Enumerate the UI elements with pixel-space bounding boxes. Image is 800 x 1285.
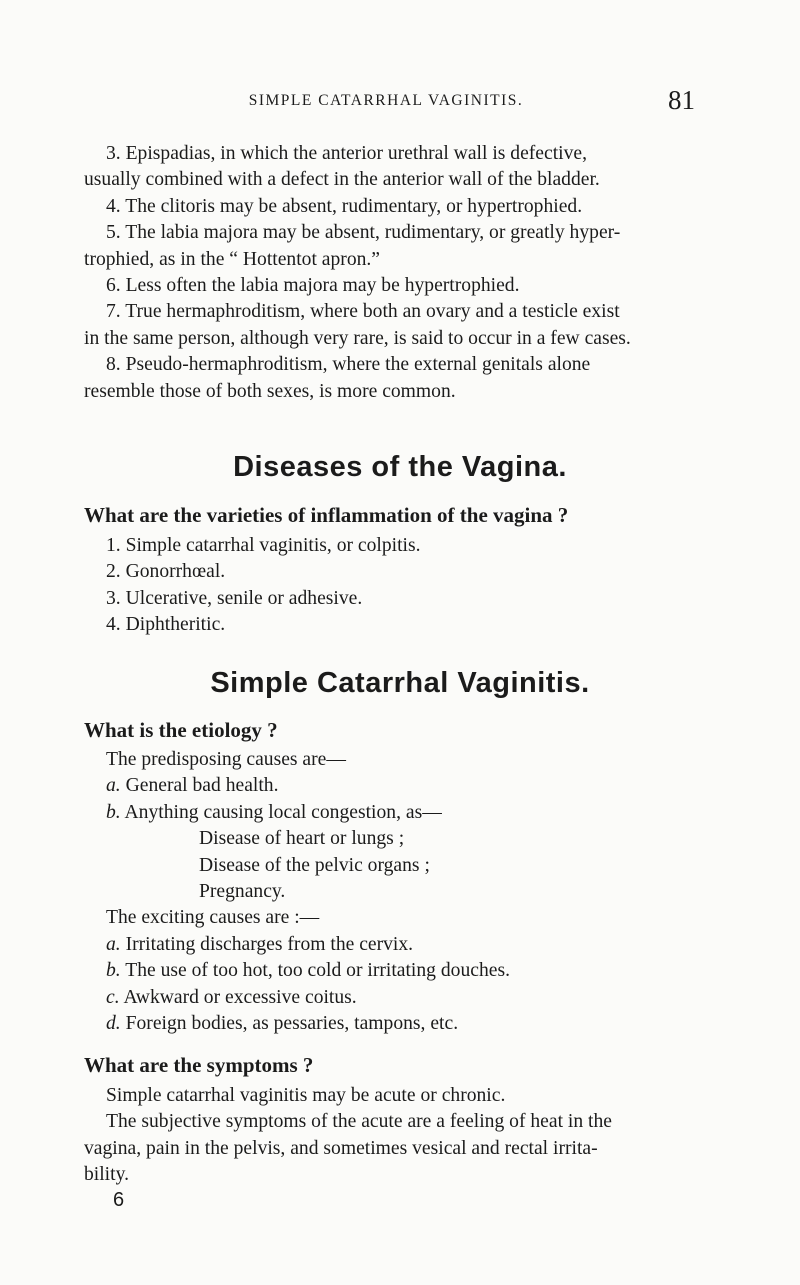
- list-item: 3. Epispadias, in which the anterior urethral wall is defective,: [106, 143, 587, 164]
- signature-mark: 6: [113, 1189, 125, 1211]
- item-letter: a.: [106, 933, 121, 955]
- list-item: 5. The labia majora may be absent, rudimentary, or greatly hyper-: [106, 222, 621, 244]
- paragraph-line: vagina, pain in the pelvis, and sometimes vesical and rectal irrita-: [84, 1137, 598, 1159]
- item-text: The use of too hot, too cold or irritating douches.: [125, 960, 510, 982]
- list-item: 3. Ulcerative, senile or adhesive.: [106, 587, 363, 609]
- item-letter: b.: [106, 801, 121, 823]
- list-item: 2. Gonorrhœal.: [106, 561, 226, 583]
- list-item: 1. Simple catarrhal vaginitis, or colpitis.: [106, 535, 421, 556]
- symptoms-text: [84, 1083, 716, 1189]
- etiology-text: [84, 747, 716, 1037]
- paragraph-line: bility.: [84, 1164, 129, 1186]
- item-letter: c.: [106, 986, 120, 1008]
- predisposing-intro: The predisposing causes are—: [106, 749, 346, 770]
- sub-item: Disease of the pelvic organs ;: [199, 854, 430, 876]
- item-text: Awkward or excessive coitus.: [123, 986, 357, 1008]
- item-text: Anything causing local congestion, as—: [124, 801, 442, 823]
- list-item: 6. Less often the labia majora may be hypertrophied.: [106, 274, 520, 296]
- list-item: [84, 958, 716, 984]
- page-number: 81: [668, 85, 695, 115]
- question-varieties: What are the varieties of inflammation of the vagina ?: [84, 503, 569, 527]
- question-etiology: What is the etiology ?: [84, 718, 278, 742]
- paragraph-line: The subjective symptoms of the acute are a feeling of heat in the: [106, 1111, 612, 1133]
- item-letter: b.: [106, 960, 121, 982]
- list-item: 8. Pseudo-hermaphroditism, where the external genitals alone: [106, 354, 591, 376]
- list-item: [84, 800, 716, 826]
- question-symptoms: What are the symptoms ?: [84, 1053, 314, 1077]
- varieties-list: [84, 533, 716, 639]
- item-letter: a.: [106, 775, 121, 797]
- list-item: 4. The clitoris may be absent, rudimentary, or hypertrophied.: [106, 195, 583, 217]
- list-item: [84, 932, 716, 958]
- list-item-continuation: usually combined with a defect in the anterior wall of the bladder.: [84, 169, 600, 191]
- list-item: 4. Diphtheritic.: [106, 614, 226, 636]
- list-item: 7. True hermaphroditism, where both an ovary and a testicle exist: [106, 301, 620, 323]
- list-item-continuation: trophied, as in the “ Hottentot apron.”: [84, 248, 381, 270]
- running-head: SIMPLE CATARRHAL VAGINITIS.: [248, 92, 524, 109]
- section-heading-simple-catarrhal-vaginitis: Simple Catarrhal Vaginitis.: [210, 667, 590, 699]
- section-heading-diseases-of-vagina: Diseases of the Vagina.: [233, 451, 567, 483]
- exciting-intro: The exciting causes are :—: [106, 907, 320, 929]
- anomalies-list: [84, 141, 716, 405]
- paragraph-line: Simple catarrhal vaginitis may be acute or chronic.: [106, 1085, 506, 1106]
- item-text: General bad health.: [125, 775, 279, 797]
- list-item-continuation: in the same person, although very rare, is said to occur in a few cases.: [84, 327, 631, 349]
- list-item: [84, 773, 716, 799]
- item-text: Foreign bodies, as pessaries, tampons, etc.: [125, 1012, 459, 1034]
- list-item: [84, 985, 716, 1011]
- sub-item: Disease of heart or lungs ;: [199, 828, 405, 850]
- list-item: [84, 1011, 716, 1037]
- list-item-continuation: resemble those of both sexes, is more common.: [84, 380, 456, 402]
- item-text: Irritating discharges from the cervix.: [125, 933, 414, 955]
- item-letter: d.: [106, 1012, 121, 1034]
- sub-item: Pregnancy.: [199, 880, 286, 902]
